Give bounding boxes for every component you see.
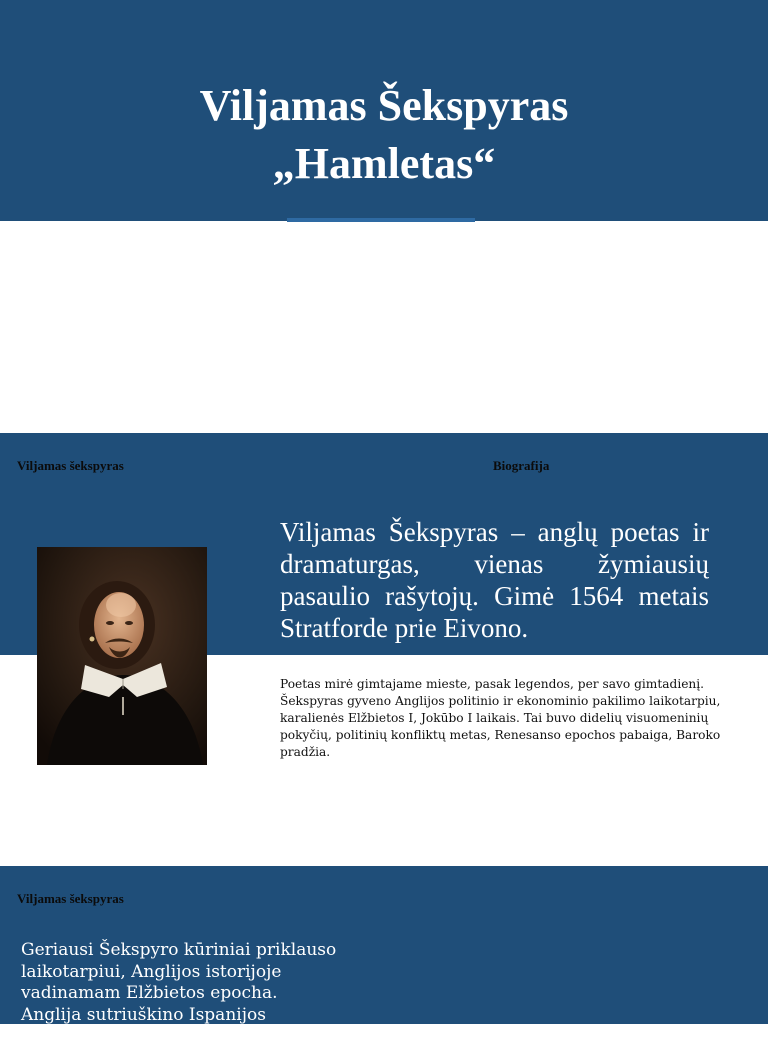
page-title: Viljamas Šekspyras	[199, 81, 569, 130]
slide-author-label: Viljamas šekspyras	[17, 458, 124, 473]
biography-body-text: Poetas mirė gimtajame mieste, pasak legendos, per savo gimtadienį. Šekspyras gyveno Anglijos politinio ir ekonominio pakilimo laikotarpiu, karalienės Elžbietos I, Jokūbo I laikais. Tai buvo didelių visuomeninių pokyčių, politinių konfliktų metas, Renesanso epochos pabaiga, Baroko pradžia.	[280, 677, 721, 759]
shakespeare-portrait	[37, 547, 207, 765]
works-body-text: Geriausi Šekspyro kūriniai priklauso laikotarpiui, Anglijos istorijoje vadinamam Elžbietos epocha. Anglija sutriuškino Ispanijos Nenugalimąją	[21, 940, 337, 1046]
title-underline	[287, 218, 475, 222]
biography-lead-text: Viljamas Šekspyras – anglų poetas ir dramaturgas, vienas žymiausių pasaulio rašytojų. Gimė 1564 metais Stratforde prie Eivono.	[280, 517, 709, 643]
slide-section-title: Biografija	[493, 458, 550, 473]
page-subtitle: „Hamletas“	[272, 139, 496, 188]
portrait-icon	[37, 547, 207, 765]
slide-author-label: Viljamas šekspyras	[17, 891, 124, 906]
